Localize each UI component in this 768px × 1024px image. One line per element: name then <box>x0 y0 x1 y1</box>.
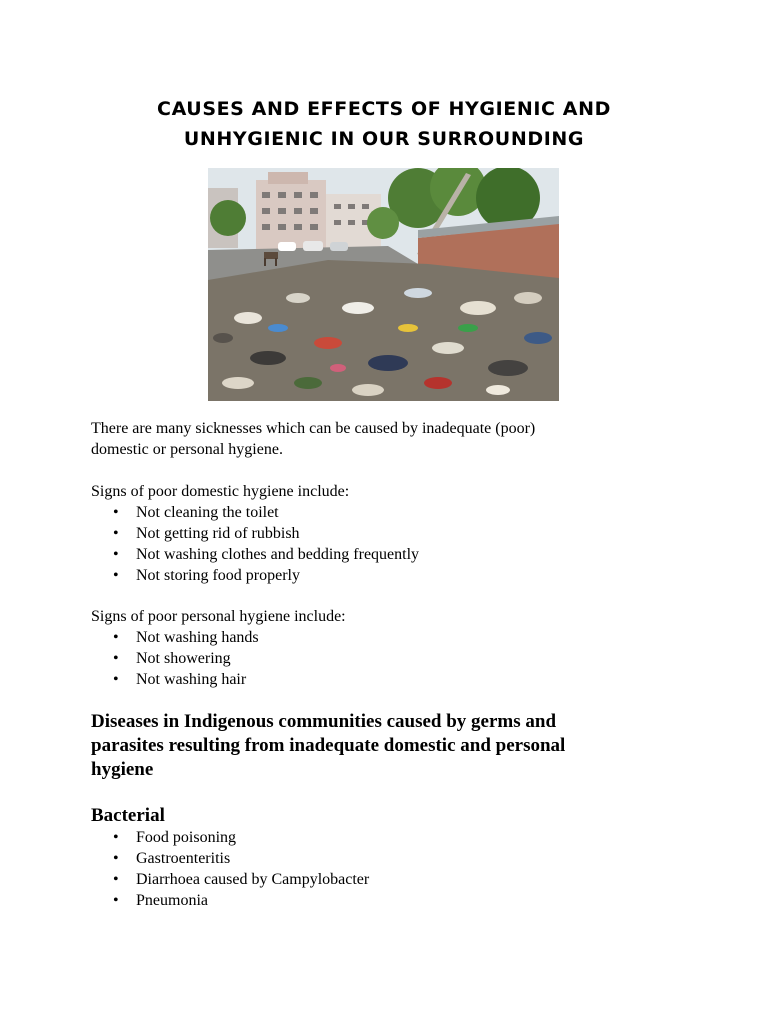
list-item: • Not washing clothes and bedding frequently <box>91 544 691 565</box>
intro-line-2: domestic or personal hygiene. <box>91 441 283 458</box>
diseases-heading-line-1: Diseases in Indigenous communities caused by germs and <box>91 711 557 732</box>
list-item: • Diarrhoea caused by Campylobacter <box>91 869 691 890</box>
list-item: • Not washing hair <box>91 669 691 690</box>
intro-paragraph <box>91 418 691 460</box>
garbage-street-photo <box>208 168 559 401</box>
personal-lead: Signs of poor personal hygiene include: <box>91 608 346 625</box>
domestic-lead: Signs of poor domestic hygiene include: <box>91 483 350 500</box>
list-item: • Not cleaning the toilet <box>91 502 691 523</box>
bacterial-heading: Bacterial <box>91 805 165 826</box>
diseases-heading-line-3: hygiene <box>91 759 154 780</box>
list-item: • Not showering <box>91 648 691 669</box>
title-line-1: CAUSES AND EFFECTS OF HYGIENIC AND <box>157 98 611 120</box>
list-item: • Gastroenteritis <box>91 848 691 869</box>
domestic-list <box>91 502 691 586</box>
diseases-heading <box>91 710 611 782</box>
list-item: • Not getting rid of rubbish <box>91 523 691 544</box>
diseases-heading-line-2: parasites resulting from inadequate domestic and personal <box>91 735 566 756</box>
list-item: • Pneumonia <box>91 890 691 911</box>
title-line-2: UNHYGIENIC IN OUR SURROUNDING <box>183 128 585 150</box>
personal-hygiene-section <box>91 606 691 690</box>
list-item: • Food poisoning <box>91 827 691 848</box>
list-item: • Not storing food properly <box>91 565 691 586</box>
bacterial-list <box>91 827 691 911</box>
personal-list <box>91 627 691 690</box>
page-title <box>0 94 768 154</box>
list-item: • Not washing hands <box>91 627 691 648</box>
bacterial-section <box>91 827 691 911</box>
domestic-hygiene-section <box>91 481 691 586</box>
intro-line-1: There are many sicknesses which can be caused by inadequate (poor) <box>91 420 536 437</box>
